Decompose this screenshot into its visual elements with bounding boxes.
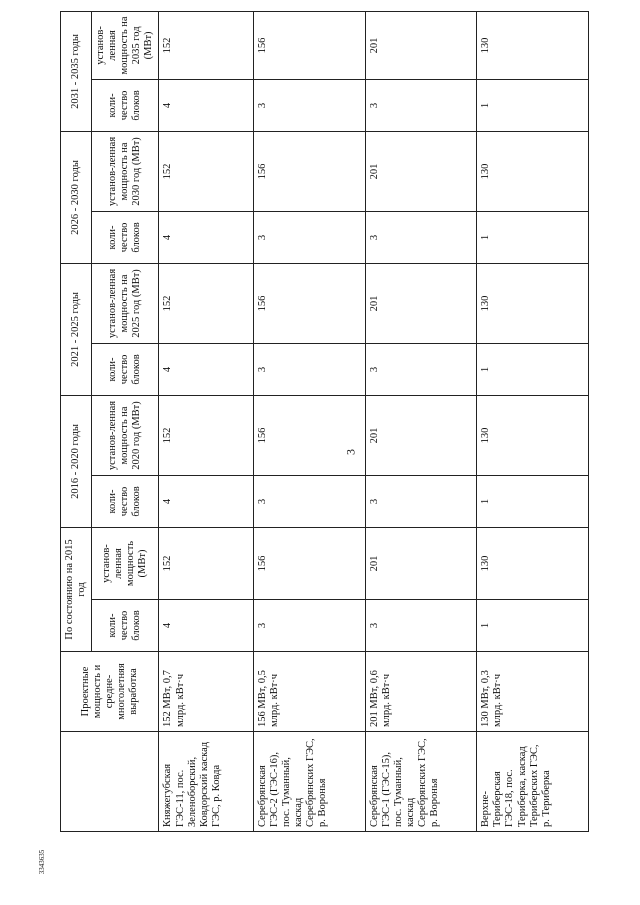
- cell-capacity: 152: [159, 395, 254, 475]
- cell-capacity: 152: [159, 527, 254, 599]
- cell-capacity: 152: [159, 11, 254, 79]
- header-capacity-2035: установ-ленная мощность на 2035 год (МВт): [92, 11, 159, 79]
- cell-units: 4: [159, 475, 254, 527]
- cell-units: 4: [159, 211, 254, 263]
- cell-capacity: 130: [477, 131, 589, 211]
- header-group-2026-2030: 2026 - 2030 годы: [61, 131, 92, 263]
- cell-capacity: 130: [477, 527, 589, 599]
- cell-units: 3: [254, 79, 366, 131]
- plant-capacity: 152 МВт, 0,7 млрд. кВт·ч: [159, 652, 254, 732]
- document-id: 3343635: [38, 849, 46, 875]
- cell-capacity: 152: [159, 131, 254, 211]
- cell-capacity: 201: [365, 263, 477, 343]
- header-project-capacity: Проектные мощность и средне-многолетняя выработка: [61, 652, 159, 732]
- header-group-2021-2025: 2021 - 2025 годы: [61, 263, 92, 395]
- plant-name: Серебрянская ГЭС-1 (ГЭС-15), пос. Туманный, каскад Серебрянских ГЭС, р. Воронья: [365, 732, 477, 832]
- cell-units: 3: [365, 343, 477, 395]
- plant-capacity: 201 МВт, 0,6 млрд. кВт·ч: [365, 652, 477, 732]
- plant-name: Серебрянская ГЭС-2 (ГЭС-16), пос. Туманный, каскад Серебрянских ГЭС, р. Воронья: [254, 732, 366, 832]
- table-row: [159, 11, 254, 831]
- header-units-2030: коли-чество блоков: [92, 211, 159, 263]
- plant-name: Княжегубская ГЭС-11, пос. Зеленоборский, Ковдорский каскад ГЭС, р. Ковда: [159, 732, 254, 832]
- header-group-2016-2020: 2016 - 2020 годы: [61, 395, 92, 527]
- cell-units: 3: [365, 600, 477, 652]
- header-units-2035: коли-чество блоков: [92, 79, 159, 131]
- cell-units: 4: [159, 79, 254, 131]
- cell-capacity: 156: [254, 527, 366, 599]
- header-capacity-2025: установ-ленная мощность на 2025 год (МВт): [92, 263, 159, 343]
- page-number: 3: [343, 449, 358, 455]
- table-row: [477, 11, 589, 831]
- table-row: [365, 11, 477, 831]
- cell-units: 1: [477, 475, 589, 527]
- cell-units: 3: [254, 343, 366, 395]
- cell-units: 3: [254, 600, 366, 652]
- cell-units: 3: [254, 211, 366, 263]
- cell-units: 1: [477, 211, 589, 263]
- table-wrapper: [60, 12, 589, 832]
- header-capacity-2015: установ-ленная мощность (МВт): [92, 527, 159, 599]
- header-units-2015: коли-чество блоков: [92, 600, 159, 652]
- cell-units: 1: [477, 79, 589, 131]
- hydro-plants-table: [60, 11, 589, 832]
- cell-capacity: 201: [365, 527, 477, 599]
- plant-capacity: 130 МВт, 0,3 млрд. кВт·ч: [477, 652, 589, 732]
- cell-capacity: 156: [254, 131, 366, 211]
- cell-units: 4: [159, 343, 254, 395]
- cell-units: 3: [365, 475, 477, 527]
- header-group-2031-2035: 2031 - 2035 годы: [61, 11, 92, 131]
- cell-units: 1: [477, 600, 589, 652]
- cell-capacity: 201: [365, 131, 477, 211]
- cell-capacity: 156: [254, 395, 366, 475]
- cell-capacity: 130: [477, 263, 589, 343]
- header-group-2015: По состоянию на 2015 год: [61, 527, 92, 651]
- header-capacity-2030: установ-ленная мощность на 2030 год (МВт): [92, 131, 159, 211]
- cell-units: 3: [365, 211, 477, 263]
- cell-units: 1: [477, 343, 589, 395]
- cell-capacity: 130: [477, 11, 589, 79]
- cell-capacity: 130: [477, 395, 589, 475]
- plant-capacity: 156 МВт, 0,5 млрд. кВт·ч: [254, 652, 366, 732]
- plant-name: Верхне-Териберская ГЭС-18, пос. Териберка, каскад Териберских ГЭС, р. Териберка: [477, 732, 589, 832]
- cell-capacity: 201: [365, 395, 477, 475]
- header-units-2020: коли-чество блоков: [92, 475, 159, 527]
- header-units-2025: коли-чество блоков: [92, 343, 159, 395]
- header-object: [61, 732, 159, 832]
- cell-capacity: 201: [365, 11, 477, 79]
- cell-units: 4: [159, 600, 254, 652]
- cell-capacity: 156: [254, 11, 366, 79]
- cell-capacity: 152: [159, 263, 254, 343]
- header-capacity-2020: установ-ленная мощность на 2020 год (МВт): [92, 395, 159, 475]
- table-row: [254, 11, 366, 831]
- cell-units: 3: [254, 475, 366, 527]
- cell-capacity: 156: [254, 263, 366, 343]
- cell-units: 3: [365, 79, 477, 131]
